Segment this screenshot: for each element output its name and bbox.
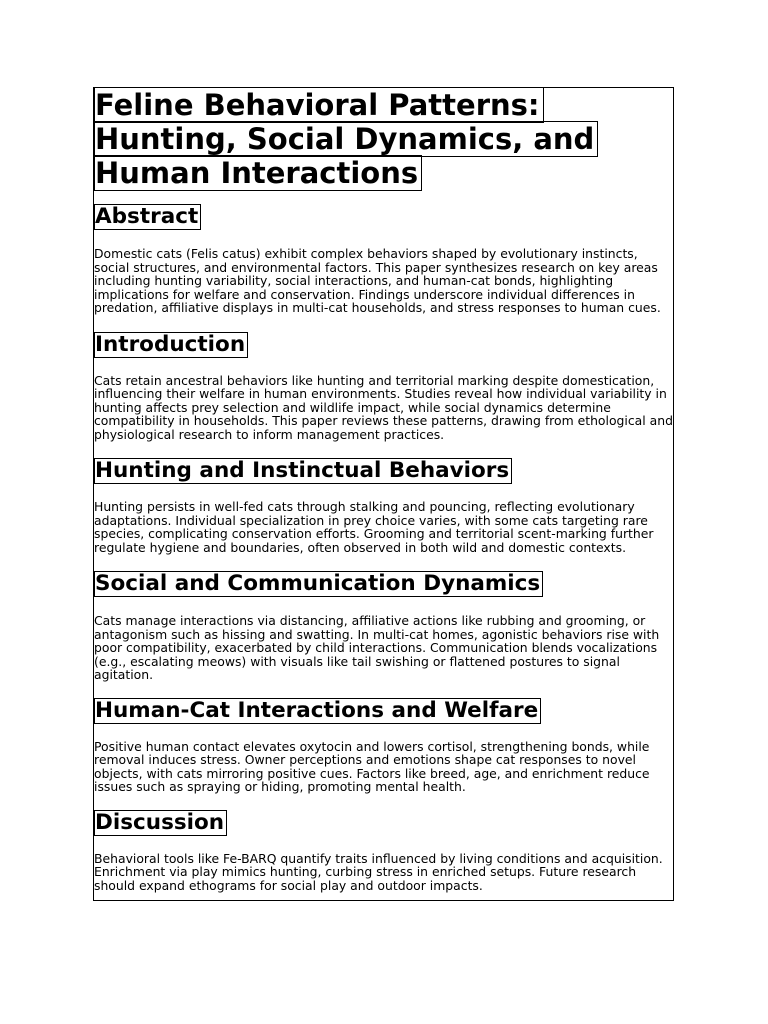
section-heading-human-cat — [94, 698, 673, 724]
section-body-discussion: Behavioral tools like Fe-BARQ quantify traits influenced by living conditions and acquisition. Enrichment via play mimics hunting, curbing stress in enriched setups. Future research should expand ethograms for social play and outdoor impacts. — [94, 850, 663, 893]
paper-title-text: Feline Behavioral Patterns: Hunting, Social Dynamics, and Human Interactions — [94, 87, 598, 191]
section-heading-abstract — [94, 204, 673, 230]
section-body-human-cat: Positive human contact elevates oxytocin and lowers cortisol, strengthening bonds, while removal induces stress. Owner perceptions and emotions shape cat responses to novel objects, with cats mirroring positive cues. Factors like breed, age, and enrichment reduce issues such as spraying or hiding, promoting mental health. — [94, 738, 650, 794]
section-heading-text: Human-Cat Interactions and Welfare — [94, 698, 541, 724]
section-heading-introduction — [94, 332, 673, 358]
section-heading-text: Hunting and Instinctual Behaviors — [94, 458, 512, 484]
section-body-abstract: Domestic cats (Felis catus) exhibit complex behaviors shaped by evolutionary instincts, social structures, and environmental factors. This paper synthesizes research on key areas including hunting variability, social interactions, and human-cat bonds, highlighting implications for welfare and conservation. Findings underscore individual differences in predation, affiliative displays in multi-cat households, and stress responses to human cues. — [94, 246, 661, 315]
section-body-social: Cats manage interactions via distancing, affiliative actions like rubbing and grooming, or antagonism such as hissing and swatting. In multi-cat homes, agonistic behaviors rise with poor compatibility, exacerbated by child interactions. Communication blends vocalizations (e.g., escalating meows) with visuals like tail swishing or flattened postures to signal agitation. — [94, 613, 660, 682]
paper-page — [93, 87, 674, 901]
section-heading-text: Social and Communication Dynamics — [94, 571, 543, 597]
section-heading-text: Introduction — [94, 332, 248, 358]
section-heading-discussion — [94, 810, 673, 836]
section-heading-text: Abstract — [94, 204, 201, 230]
section-body-hunting: Hunting persists in well-fed cats through stalking and pouncing, reflecting evolutionary adaptations. Individual specialization in prey choice varies, with some cats targeting rare species, complicating conservation efforts. Grooming and territorial scent-marking further regulate hygiene and boundaries, often observed in both wild and domestic contexts. — [94, 499, 654, 555]
section-heading-social — [94, 571, 673, 597]
section-heading-hunting — [94, 458, 673, 484]
section-heading-text: Discussion — [94, 810, 227, 836]
section-body-introduction: Cats retain ancestral behaviors like hunting and territorial marking despite domestication, influencing their welfare in human environments. Studies reveal how individual variability in hunting affects prey selection and wildlife impact, while social dynamics determine compatibility in households. This paper reviews these patterns, drawing from ethological and physiological research to inform management practices. — [94, 372, 673, 442]
paper-title — [94, 88, 673, 190]
